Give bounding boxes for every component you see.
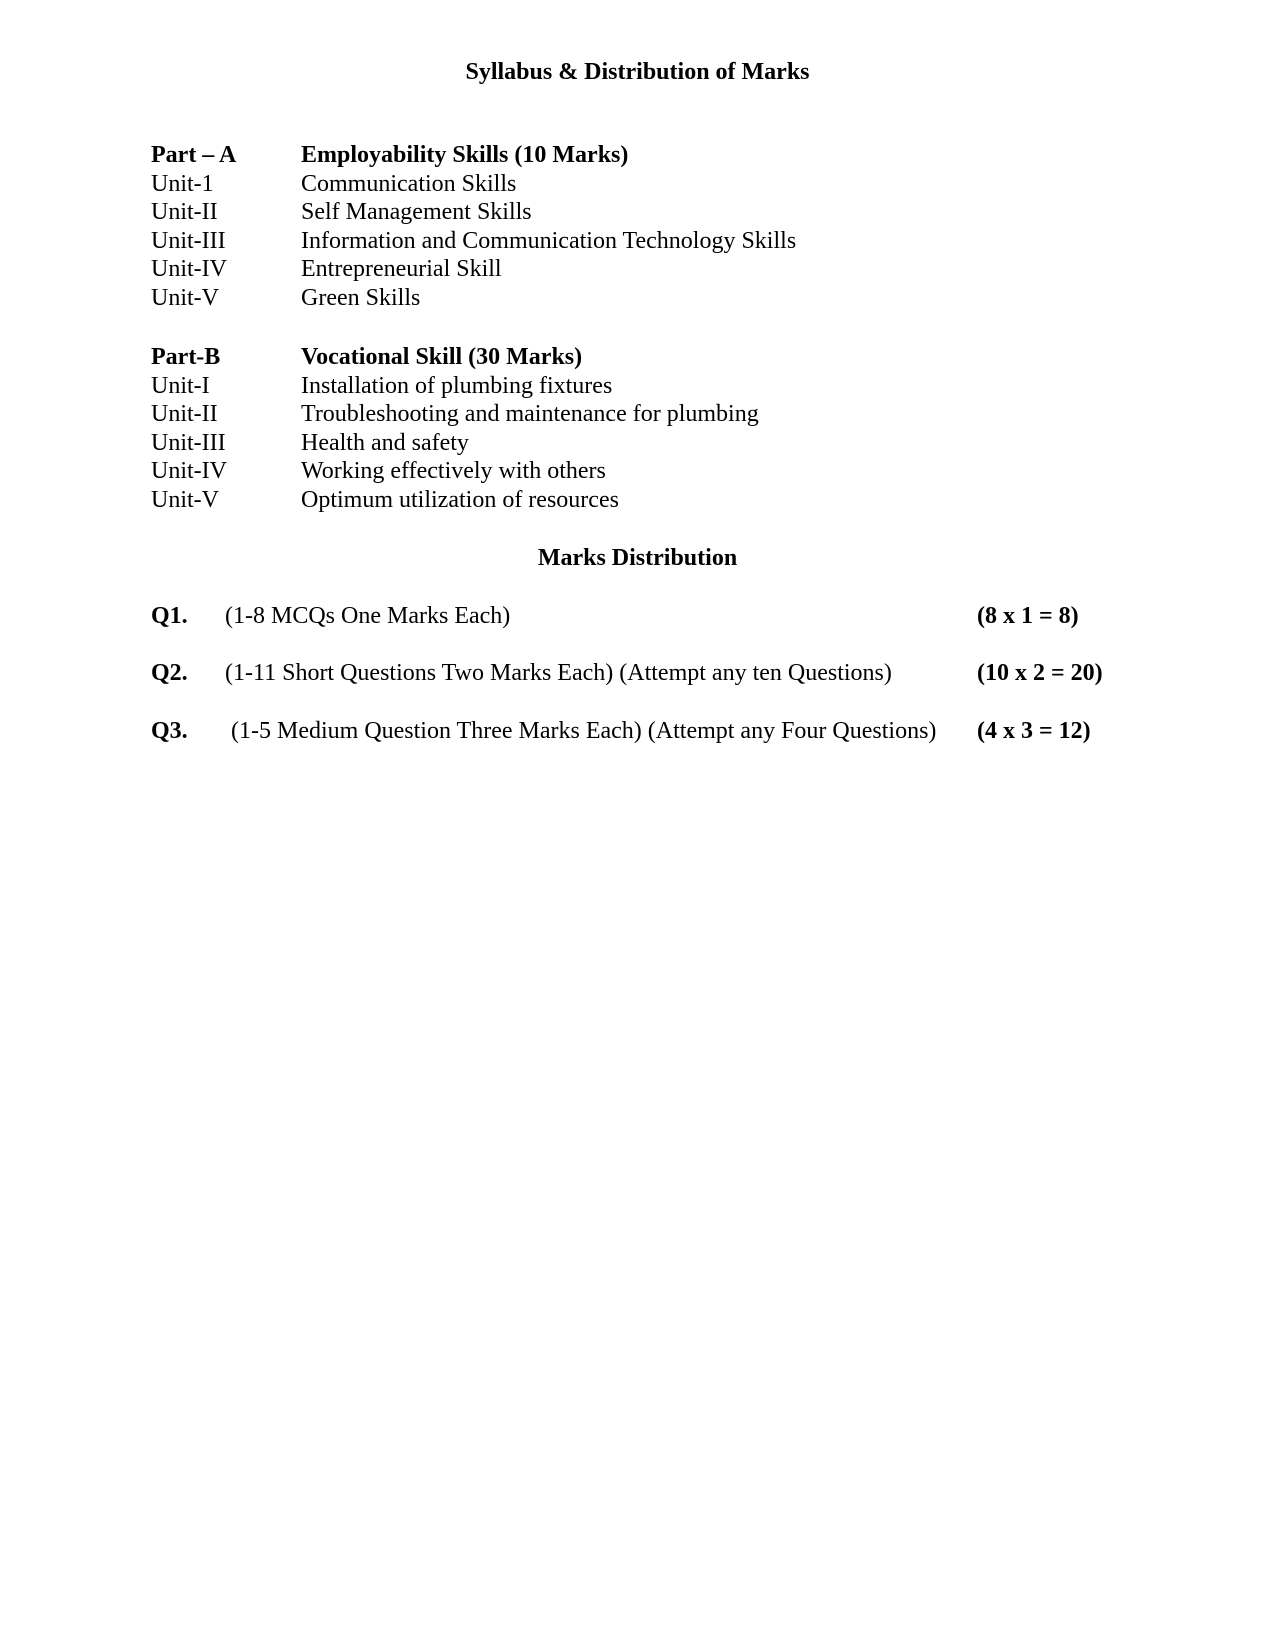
unit-label: Unit-II [151,401,218,427]
unit-topic: Health and safety [301,429,469,456]
unit-topic: Green Skills [301,284,421,311]
unit-label: Unit-IV [151,256,227,282]
part-a-heading: Employability Skills (10 Marks) [301,142,629,168]
question-description: (1-8 MCQs One Marks Each) [225,603,511,629]
part-b-header [151,343,1051,372]
unit-topic: Troubleshooting and maintenance for plumbing [301,401,759,427]
unit-label: Unit-V [151,486,219,513]
question-row [151,658,1111,688]
part-a-unit-row [151,170,1051,199]
question-row [151,601,1111,631]
part-a-unit-row [151,255,1051,284]
document-title: Syllabus & Distribution of Marks [465,59,810,85]
question-number: Q3. [151,718,188,744]
part-b-heading: Vocational Skill (30 Marks) [301,344,583,370]
part-b-unit-row [151,457,1051,486]
unit-label: Unit-I [151,372,210,399]
part-a-header [151,141,1051,170]
part-a-unit-row [151,198,1051,227]
unit-topic: Installation of plumbing fixtures [301,372,613,399]
unit-topic: Self Management Skills [301,199,532,225]
unit-topic: Information and Communication Technology Skills [301,227,797,254]
question-row [151,716,1111,746]
part-b-section [151,343,1051,514]
part-a-section [151,141,1051,312]
question-marks: (4 x 3 = 12) [977,718,1091,744]
marks-distribution-heading: Marks Distribution [537,545,738,571]
unit-label: Unit-III [151,227,226,254]
unit-label: Unit-IV [151,458,227,484]
unit-topic: Optimum utilization of resources [301,486,619,513]
question-description: (1-11 Short Questions Two Marks Each) (Attempt any ten Questions) [225,660,892,686]
question-marks: (8 x 1 = 8) [977,603,1079,629]
unit-topic: Entrepreneurial Skill [301,256,502,282]
unit-topic: Working effectively with others [301,458,606,484]
part-a-unit-row [151,227,1051,256]
part-b-unit-row [151,400,1051,429]
question-number: Q2. [151,660,188,686]
question-number: Q1. [151,603,188,629]
unit-label: Unit-1 [151,170,214,197]
unit-label: Unit-II [151,199,218,225]
part-b-unit-row [151,372,1051,401]
part-b-unit-row [151,486,1051,515]
part-a-unit-row [151,284,1051,313]
unit-topic: Communication Skills [301,170,517,197]
unit-label: Unit-V [151,284,219,311]
part-b-label: Part-B [151,344,221,370]
part-b-unit-row [151,429,1051,458]
question-marks: (10 x 2 = 20) [977,660,1103,686]
unit-label: Unit-III [151,429,226,456]
part-a-label: Part – A [151,142,237,168]
question-description: (1-5 Medium Question Three Marks Each) (Attempt any Four Questions) [231,718,937,744]
